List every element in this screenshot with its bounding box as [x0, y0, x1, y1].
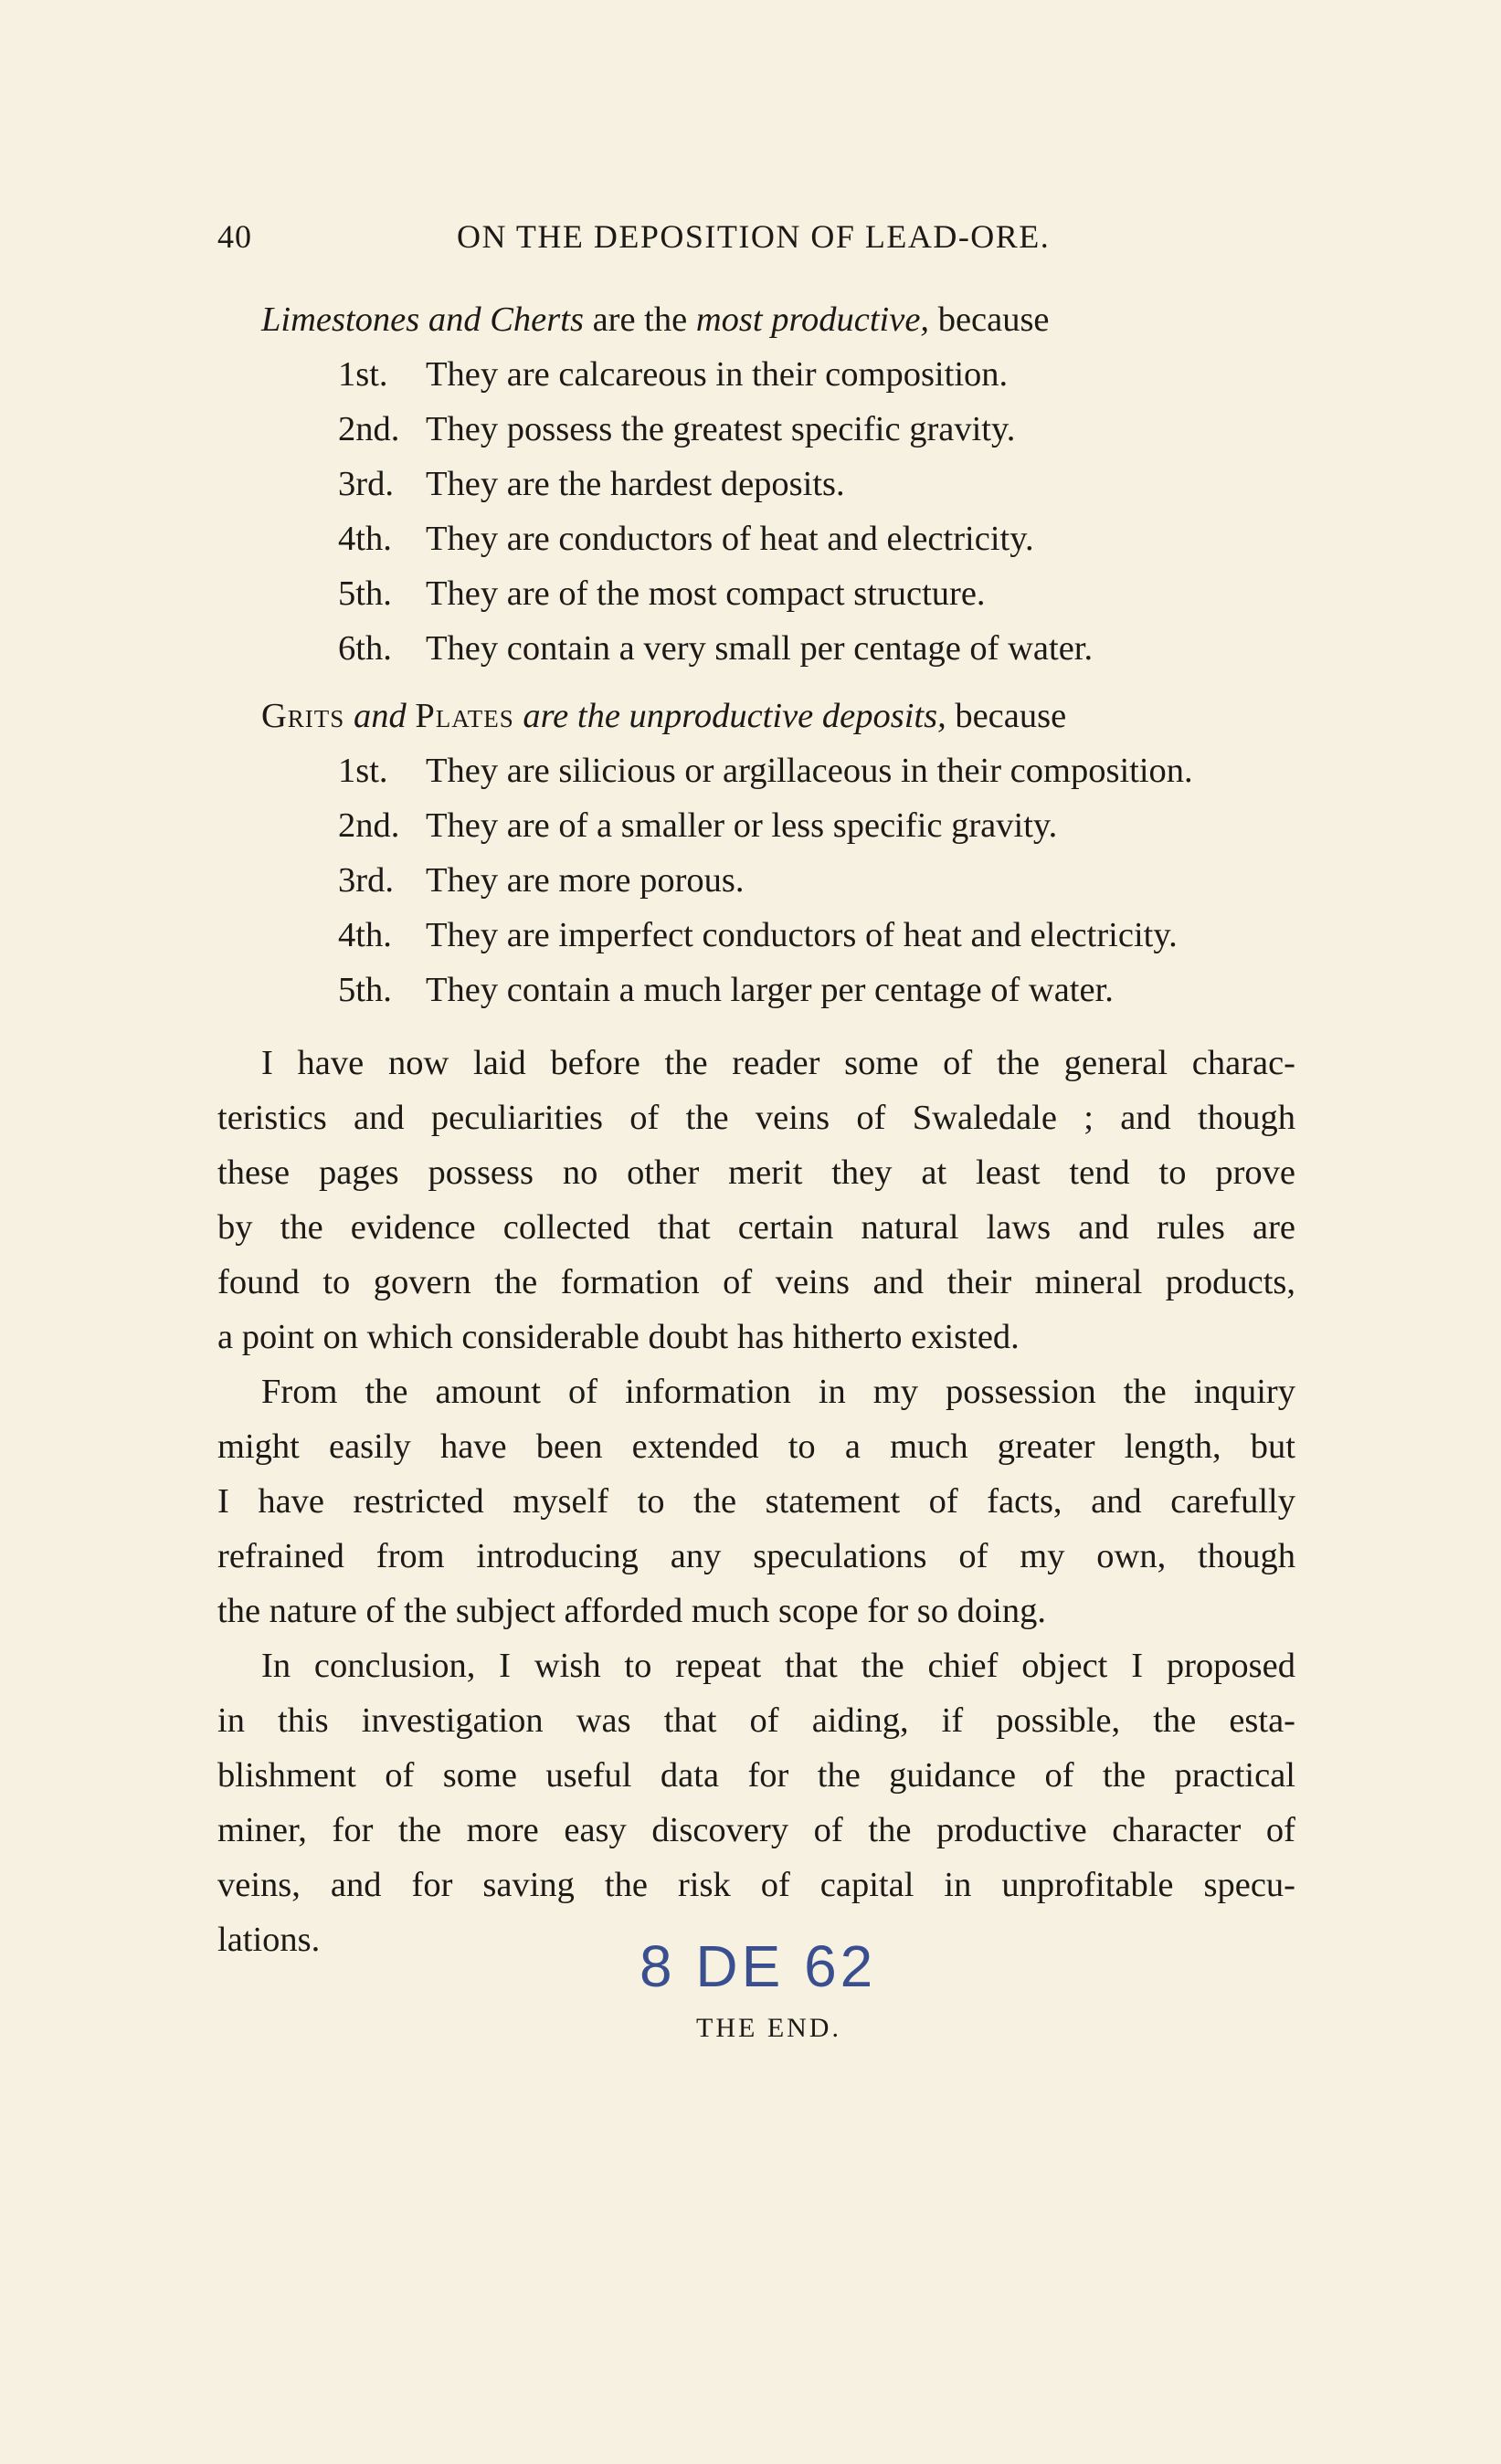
item-text: They are of a smaller or less specific gravity. [426, 806, 1058, 845]
paragraph-3-line: in this investigation was that of aiding, if possible, the esta- [217, 1701, 1295, 1740]
list-item [217, 402, 1295, 457]
word-and: and [428, 300, 481, 339]
item-number: 5th. [338, 971, 392, 1009]
list-item [217, 566, 1295, 621]
list-item [217, 798, 1295, 853]
item-text: They are conductors of heat and electricity. [426, 520, 1034, 558]
paragraph-1-line: a point on which considerable doubt has hitherto existed. [217, 1318, 1020, 1356]
item-number: 1st. [338, 752, 388, 790]
body-paragraphs [217, 1036, 1295, 1967]
term-cherts: Cherts [490, 300, 584, 339]
date-stamp: 8 DE 62 [640, 1933, 877, 1999]
list-item [217, 908, 1295, 963]
item-text: They are silicious or argillaceous in their composition. [426, 752, 1193, 790]
item-number: 2nd. [338, 806, 400, 845]
item-number: 3rd. [338, 861, 394, 900]
item-text: They are calcareous in their composition. [426, 355, 1009, 394]
item-text: They contain a much larger per centage of water. [426, 971, 1114, 1009]
paragraph-2-line: refrained from introducing any speculations of my own, though [217, 1537, 1295, 1575]
paragraph-2-line: I have restricted myself to the statement of facts, and carefully [217, 1482, 1295, 1521]
list-item [217, 963, 1295, 1017]
paragraph-1-line: by the evidence collected that certain natural laws and rules are [217, 1208, 1295, 1247]
item-number: 1st. [338, 355, 388, 394]
item-text: They are of the most compact structure. [426, 574, 986, 613]
term-limestones: Limestones [261, 300, 420, 339]
list-item [217, 457, 1295, 511]
word-and: and [353, 697, 407, 735]
item-text: They are the hardest deposits. [426, 465, 845, 503]
paragraph-1-line: these pages possess no other merit they at least tend to prove [217, 1153, 1295, 1192]
page-header [217, 217, 1295, 272]
running-head: ON THE DEPOSITION OF LEAD-ORE. [457, 218, 1051, 255]
item-number: 4th. [338, 520, 392, 558]
word-because: because [937, 300, 1050, 339]
list-item [217, 853, 1295, 908]
item-number: 2nd. [338, 410, 400, 448]
item-number: 5th. [338, 574, 392, 613]
productive-intro [217, 292, 1295, 347]
page-number: 40 [217, 218, 252, 255]
item-number: 6th. [338, 629, 392, 668]
list-item [217, 347, 1295, 402]
item-number: 3rd. [338, 465, 394, 503]
paragraph-1-line: teristics and peculiarities of the veins of Swaledale ; and though [217, 1099, 1295, 1137]
paragraph-1-line: found to govern the formation of veins and their mineral products, [217, 1263, 1295, 1301]
item-text: They are imperfect conductors of heat and electricity. [426, 916, 1178, 954]
paragraph-2-line: From the amount of information in my possession the inquiry [261, 1373, 1295, 1411]
the-end: THE END. [696, 2013, 841, 2043]
paragraph-3-line: lations. [217, 1921, 321, 1959]
list-item [217, 511, 1295, 566]
paragraph-3-line: In conclusion, I wish to repeat that the chief object I proposed [261, 1647, 1295, 1685]
unproductive-intro [217, 689, 1295, 743]
term-plates: Plates [415, 697, 514, 735]
item-number: 4th. [338, 916, 392, 954]
term-unproductive-deposits: are the unproductive deposits, [523, 697, 946, 735]
paragraph-2-line: might easily have been extended to a much greater length, but [217, 1427, 1295, 1466]
paragraph-2-line: the nature of the subject afforded much scope for so doing. [217, 1592, 1046, 1630]
item-text: They are more porous. [426, 861, 745, 900]
item-text: They contain a very small per centage of water. [426, 629, 1094, 668]
unproductive-section [217, 689, 1295, 1017]
list-item [217, 621, 1295, 676]
paragraph-1-line: I have now laid before the reader some of the general charac- [261, 1044, 1295, 1082]
term-most-productive: most productive, [695, 300, 930, 339]
list-item [217, 743, 1295, 798]
productive-section [217, 292, 1295, 676]
term-grits: Grits [261, 697, 345, 735]
paragraph-3-line: blishment of some useful data for the guidance of the practical [217, 1756, 1295, 1795]
word-are-the: are the [592, 300, 688, 339]
paragraph-3-line: veins, and for saving the risk of capital in unprofitable specu- [217, 1866, 1295, 1904]
paragraph-3-line: miner, for the more easy discovery of the productive character of [217, 1811, 1295, 1849]
word-because: because [955, 697, 1067, 735]
item-text: They possess the greatest specific gravity. [426, 410, 1016, 448]
